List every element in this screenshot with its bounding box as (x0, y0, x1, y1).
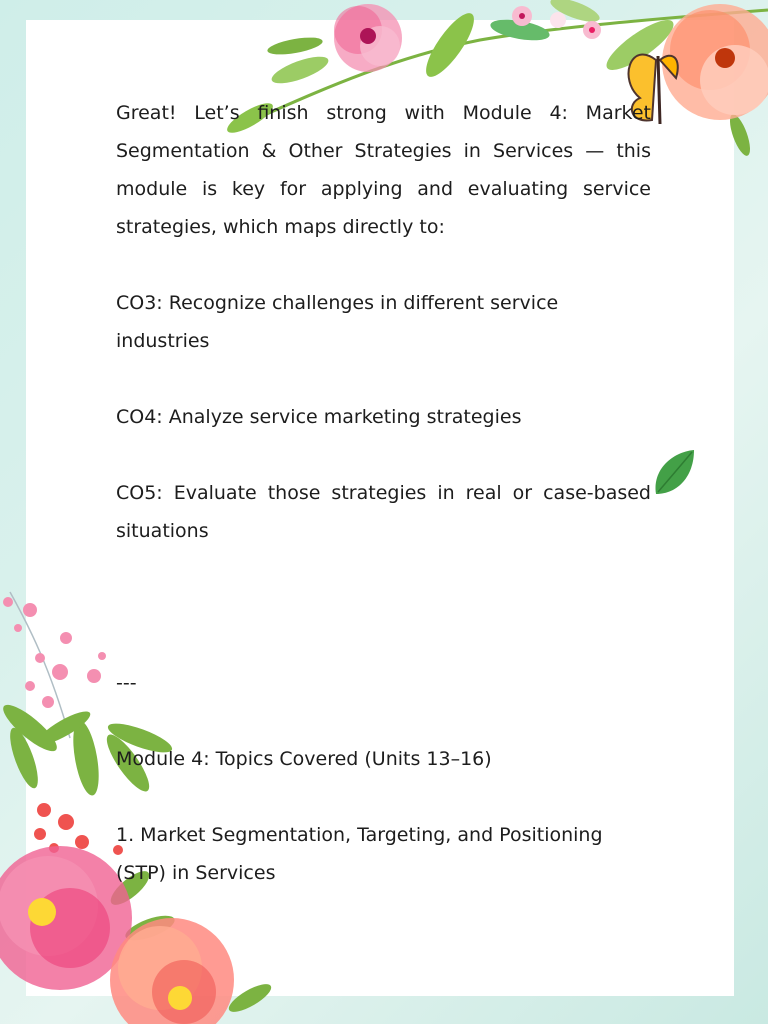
intro-paragraph: Great! Let’s finish strong with Module 4: Market Segmentation & Other Strategies in Services — this module is key for applying and evaluating service strategies, which maps directly to: (116, 102, 651, 238)
section-separator: --- (116, 672, 137, 694)
green-leaf-icon (652, 448, 696, 498)
pink-flower-icon (334, 4, 402, 72)
topic-item-1: 1. Market Segmentation, Targeting, and Positioning (STP) in Services (116, 824, 603, 884)
course-outcome-co5: CO5: Evaluate those strategies in real or case-based situations (116, 482, 651, 542)
module-heading: Module 4: Topics Covered (Units 13–16) (116, 748, 492, 770)
course-outcome-co4: CO4: Analyze service marketing strategies (116, 406, 522, 428)
document-body (116, 94, 651, 892)
course-outcome-co3: CO3: Recognize challenges in different service industries (116, 292, 559, 352)
